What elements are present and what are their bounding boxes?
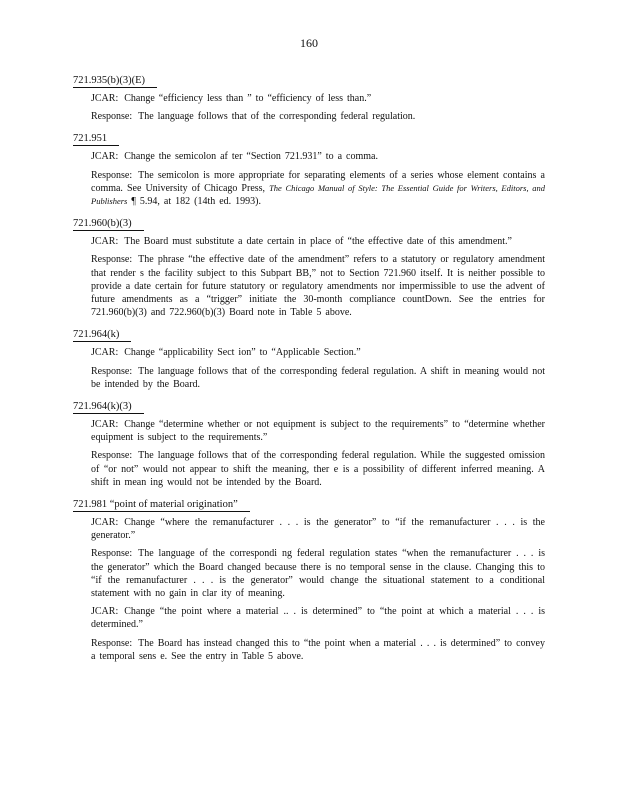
paragraph-lead: Response: — [91, 365, 133, 377]
paragraph-lead: Response: — [91, 169, 133, 181]
section-heading: 721.951 — [73, 132, 119, 146]
board-response — [91, 253, 545, 319]
board-response — [91, 365, 545, 391]
comment-section — [73, 494, 545, 663]
jcar-comment — [91, 92, 545, 105]
paragraph-text: Change the semicolon af ter “Section 721.931” to a comma. — [124, 151, 378, 163]
jcar-comment — [91, 516, 545, 542]
paragraph-text: The semicolon is more appropriate for separating elements of a series whose element contains a comma. See University of Chicago Press, — [91, 169, 545, 194]
paragraph-text: The language of the correspondi ng federal regulation states “when the remanufacturer . . . is the generator” which the Board changed because there is no temporal sense in the clause. Changing this to “if the remanufacturer . . . is the generator” would change the situational statement to a conditional statement with no gain in clar ity of meaning. — [91, 548, 545, 600]
section-heading: 721.935(b)(3)(E) — [73, 74, 157, 88]
page-number: 160 — [300, 36, 318, 50]
document-body — [73, 70, 545, 668]
comment-section — [73, 70, 545, 123]
section-heading: 721.981 “point of material origination” — [73, 498, 250, 512]
board-response — [91, 110, 545, 123]
board-response — [91, 637, 545, 663]
section-heading: 721.964(k) — [73, 328, 131, 342]
paragraph-text: The language follows that of the corresponding federal regulation. A shift in meaning would not be intended by the Board. — [91, 365, 545, 390]
paragraph-text: Change “where the remanufacturer . . . is the generator” to “if the remanufacturer . . . is the generator.” — [91, 517, 545, 542]
paragraph-lead: JCAR: — [91, 151, 119, 163]
jcar-comment — [91, 418, 545, 444]
paragraph-lead: Response: — [91, 548, 133, 560]
paragraph-text: The phrase “the effective date of the amendment” refers to a statutory or regulatory amendment that render s the facility subject to this Subpart BB,” not to Section 721.960 itself. It is neither possible to provide a date certain for future statutory or regulatory amendments nor impermissible to use the advent of future amendments as a “trigger” initiate the 30-month compliance countDown. See the entries for 721.960(b)(3) and 722.960(b)(3) Board note in Table 5 above. — [91, 254, 545, 319]
paragraph-text: Change “determine whether or not equipment is subject to the requirements” to “determine whether equipment is subject to the requirements.” — [91, 419, 545, 444]
paragraph-lead: JCAR: — [91, 347, 119, 359]
paragraph-text: Change “applicability Sect ion” to “Applicable Section.” — [124, 347, 361, 359]
comment-section — [73, 128, 545, 208]
paragraph-text: Change “the point where a material .. . is determined” to “the point at which a material . . . is determined.” — [91, 606, 545, 631]
paragraph-text: The language follows that of the corresponding federal regulation. While the suggested omission of “or not” would not appear to shift the meaning, ther e is a possibility of different inferred meaning. A shift in mean ing would not be intended by the Board. — [91, 450, 545, 488]
comment-section — [73, 324, 545, 391]
board-response — [91, 169, 545, 209]
jcar-comment — [91, 346, 545, 359]
board-response — [91, 547, 545, 600]
paragraph-lead: Response: — [91, 254, 133, 266]
jcar-comment — [91, 150, 545, 163]
paragraph-lead: JCAR: — [91, 236, 119, 248]
paragraph-lead: JCAR: — [91, 419, 119, 431]
jcar-comment — [91, 605, 545, 631]
paragraph-text: The Board has instead changed this to “the point when a material . . . is determined” to convey a temporal sens e. See the entry in Table 5 above. — [91, 637, 545, 662]
section-heading: 721.964(k)(3) — [73, 400, 144, 414]
citation-detail: ¶ 5.94, at 182 (14th ed. 1993). — [127, 196, 261, 208]
comment-section — [73, 396, 545, 489]
paragraph-lead: JCAR: — [91, 93, 119, 104]
section-heading: 721.960(b)(3) — [73, 217, 144, 231]
paragraph-text: The Board must substitute a date certain in place of “the effective date of this amendment.” — [124, 236, 512, 248]
paragraph-lead: Response: — [91, 111, 133, 123]
jcar-comment — [91, 235, 545, 248]
paragraph-text: Change “efficiency less than ” to “efficiency of less than.” — [124, 93, 372, 104]
comment-section — [73, 213, 545, 319]
paragraph-lead: JCAR: — [91, 606, 119, 618]
paragraph-lead: Response: — [91, 637, 133, 649]
paragraph-text: The language follows that of the corresponding federal regulation. — [138, 111, 416, 123]
paragraph-lead: JCAR: — [91, 517, 119, 529]
paragraph-lead: Response: — [91, 450, 133, 462]
board-response — [91, 449, 545, 489]
citation-title: The Chicago Manual of Style: The Essential Guide for Writers, Editors, and Publishers — [91, 182, 545, 207]
